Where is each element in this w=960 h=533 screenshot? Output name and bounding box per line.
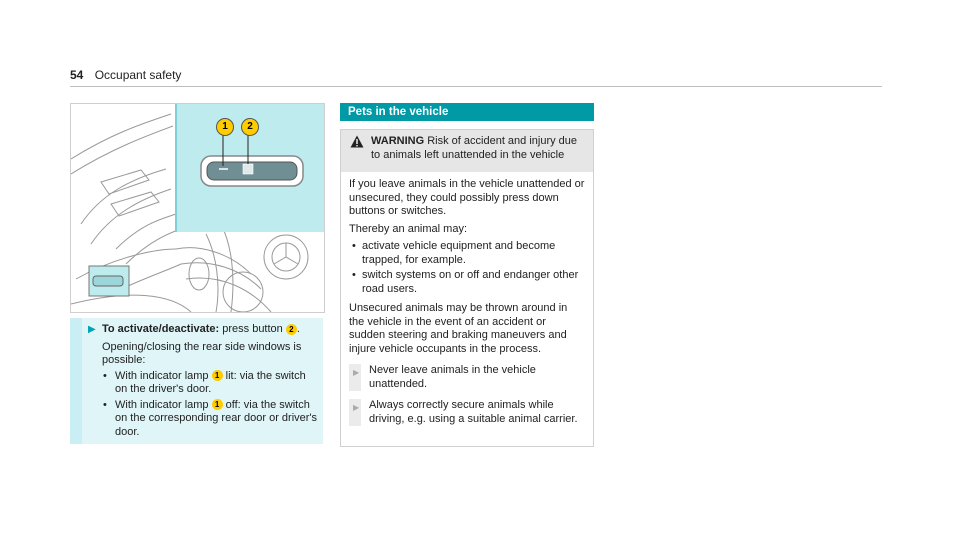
instruction-rail (70, 318, 82, 444)
bullet-text: With indicator lamp (115, 398, 212, 411)
bullet-text-end: off: via the switch on the corresponding rear door or driver's door. (115, 398, 318, 438)
bullet-text: switch systems on or off and endanger other road users. (362, 269, 579, 295)
callout-badge-1: 1 (212, 370, 223, 381)
action-arrow-icon: ▶ (353, 403, 360, 412)
callout-badge-1: 1 (212, 399, 223, 410)
action-arrow-icon: ▶ (353, 368, 360, 377)
callout-badge-2: 2 (286, 324, 297, 335)
warning-label: WARNING (371, 135, 425, 147)
bullet-icon: • (352, 240, 356, 252)
header-rule (70, 86, 882, 87)
warning-header (341, 130, 593, 172)
instruction-text: press button (219, 323, 286, 335)
callout-badge-2: 2 (241, 118, 259, 136)
action-item (349, 399, 585, 426)
instruction-heading: To activate/deactivate: (102, 323, 220, 335)
bullet-icon: • (103, 398, 107, 411)
list-item (88, 399, 320, 440)
action-arrow-icon: ▶ (88, 324, 96, 335)
instruction-text-end: . (296, 323, 300, 335)
warning-paragraph-2: Thereby an animal may: (349, 222, 467, 235)
chapter-title: Occupant safety (94, 68, 182, 82)
instruction-step (88, 323, 320, 337)
list-item (349, 269, 585, 296)
bullet-text: With indicator lamp (115, 369, 212, 382)
action-text: Never leave animals in the vehicle unattended. (369, 364, 536, 390)
list-item (88, 370, 320, 397)
callout-badge-1: 1 (216, 118, 234, 136)
instruction-block (70, 318, 323, 444)
bullet-icon: • (352, 269, 356, 281)
warning-paragraph-3: Unsecured animals may be thrown around in the vehicle in the event of an accident or sudden steering and braking maneuvers and injure vehicle occupants in the process. (349, 302, 568, 355)
door-switch-illustration (70, 103, 325, 313)
bullet-text-end: lit: via the switch on the driver's door. (115, 369, 306, 395)
section-title: Pets in the vehicle (340, 103, 594, 121)
page-header (70, 68, 181, 82)
page-number: 54 (70, 68, 84, 82)
bullet-text: activate vehicle equipment and become trapped, for example. (362, 240, 556, 266)
warning-triangle-icon (350, 135, 364, 148)
warning-paragraph-1: If you leave animals in the vehicle unattended or unsecured, they could possibly press down buttons or switches. (349, 178, 585, 217)
action-item (349, 364, 585, 391)
bullet-icon: • (103, 369, 107, 382)
warning-box (340, 129, 594, 447)
list-item (349, 240, 585, 267)
action-text: Always correctly secure animals while driving, e.g. using a suitable animal carrier. (369, 399, 578, 425)
door-panel-drawing (71, 104, 324, 312)
instruction-para: Opening/closing the rear side windows is possible: (102, 340, 302, 366)
warning-text: Risk of accident and injury due to animals left unattended in the vehicle (371, 135, 578, 161)
